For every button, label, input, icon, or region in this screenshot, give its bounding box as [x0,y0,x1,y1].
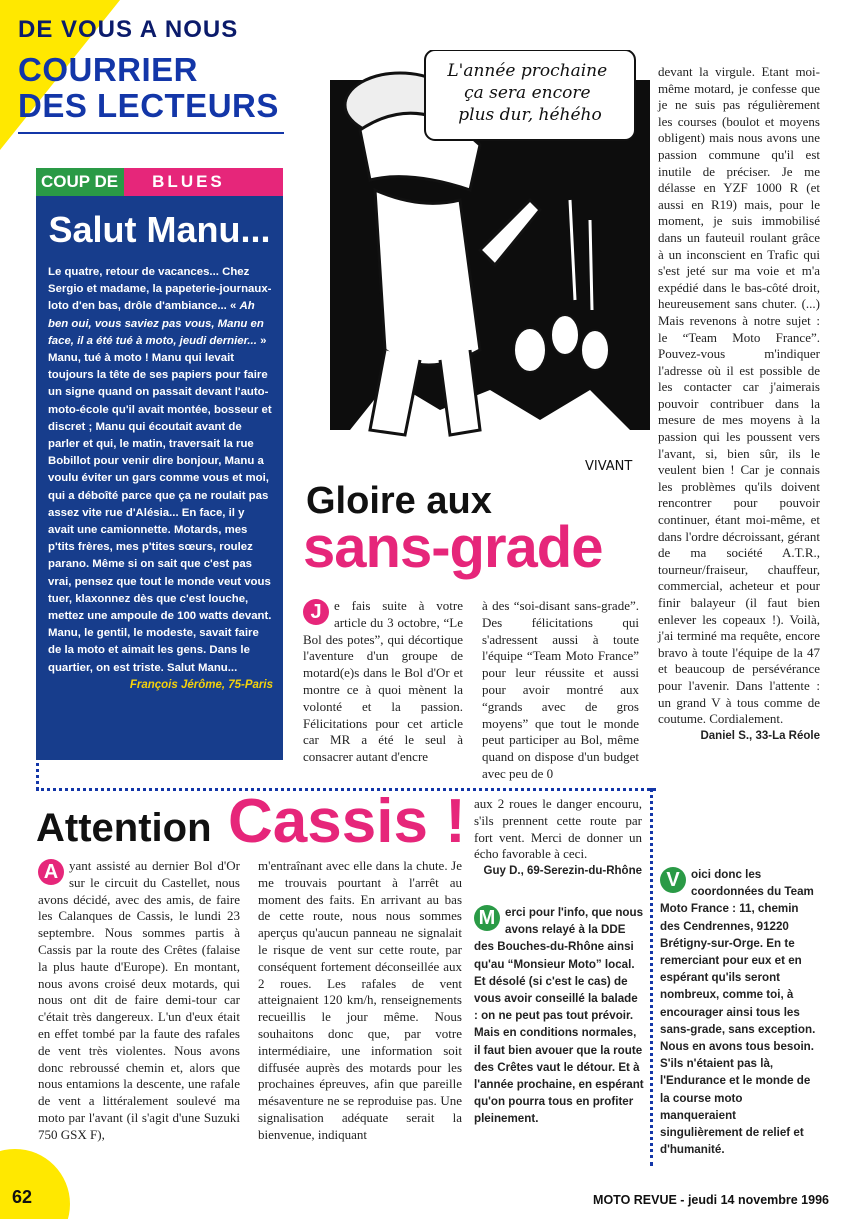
blues-body-italic: Ah ben oui, vous saviez pas vous, Manu en face, il a été tué à moto, jeudi dernier... [48,300,264,347]
cassis-title-line1: Attention [36,806,212,850]
cassis-col2-text: m'entraînant avec elle dans la chute. Je me trouvais pourtant à l'arrêt au moment des faits. En arrivant au bas de cette route, nous nous sommes aperçus qu'aucun panneau ne signalait le risque de vent sur cette route, par conséquent fortement déconseillée aux 2 roues. Les rafales de vent atteignaient 120 km/h, renseignements recueillis le jour même. Nous souhaitons donc que, par votre intermédiaire, une information soit diffusée auprès des motards pour les prochaines épreuves, afin que pareille mésaventure ne se reproduise pas. Une signalisation adéquate serait la bienvenue, indiquant [258,858,462,1142]
gloire-column-2 [482,598,639,783]
magazine-footer: MOTO REVUE - jeudi 14 novembre 1996 [593,1193,829,1207]
page-number: 62 [12,1187,33,1207]
cassis-dropcap: A [38,859,64,885]
cartoon-signature: VIVANT [585,459,633,474]
blues-body [36,250,283,677]
section-kicker: DE VOUS A NOUS [18,16,239,43]
blues-title: Salut Manu... [48,209,271,250]
cassis-column-3 [474,796,642,880]
blues-body-2: » Manu, tué à moto ! Manu qui levait toujours la tête de ses papiers pour faire un signe quand on passait devant l'auto-moto-école qu'il avait montée, bosseur et discret ; Manu qui écoutait avant de parler et qui, le matin, traversait la rue Bobillot pour venir dire bonjour, Manu a voulu éviter un gars comme vous et moi, qui a déboîté parce que ça ne roulait pas assez vite rue d'Alésia... En face, il y avait une camionnette. Motards, mes p'tits frères, mes p'tites sœurs, roulez parano. Même si on sait que c'est pas vrai, pensez que tout le monde veut vous tuer, klaxonnez dès que c'est louche, mettez une ampoule de 100 watts devant. Manu, le gentil, le modeste, savait faire de la moto et aimait les gens. Dans le quartier, on est triste. Salut Manu... [48,334,272,674]
cartoon-bubble-text: L'année prochaine ça sera encore plus dur, héhého [447,61,608,125]
reply-cassis [474,904,644,1128]
gloire-col3-text: devant la virgule. Etant moi-même motard, je confesse que je ne suis pas régulièrement les courses (boulot et moyens obligent) mais nous avons une passion commune qu'il est inutile de préciser. Je me délasse en YZF 1000 R (et aussi en R19) mais, pour le moment, je suis immobilisé dans un fauteuil roulant grâce à un inconscient en Trafic qui s'est jeté sur ma voie et m'a expédié dans le bas-côté droit, heureusement sans chuter. (...) Mais revenons à notre sujet : le “Team Moto France”. Pouvez-vous m'indiquer l'adresse où il est possible de les contacter car j'aimerais pouvoir contribuer dans la mesure de mes moyens à la passion qui les poussent vers l'avant, si, bien sûr, ils le veulent bien ! Car je connais les problèmes qu'ils doivent rencontrer pour pouvoir continuer, étant moi-même, et dans l'ordre décroissant, gérant de ma société A.T.R., tourneur/fraiseur, chauffeur, commercial, acheteur et pour finir balayeur (il faut bien enlever les copeaux !). Voilà, j'ai terminé ma requête, encore bravo à toute l'équipe de la 47 et beaucoup de persévérance pour l'avenir. Dans l'attente : un grand V à tous comme de coutume. Cordialement. [658,64,820,727]
yellow-page-corner [0,1149,70,1219]
gloire-col2-text: à des “soi-disant sans-grade”. Des félicitations qui s'adressent aussi à toute l'équipe “Team Moto France” pour leur réussite et aussi pour avoir montré aux “grands avec de gros moyens” que tout le monde peut participer au Bol, même quand on dispose d'un budget avec peu de 0 [482,598,639,781]
blues-tag-right: BLUES [124,168,283,196]
gloire-signature: Daniel S., 33-La Réole [700,729,820,742]
blues-tag [36,168,283,196]
reply-cassis-text: erci pour l'info, que nous avons relayé à la DDE des Bouches-du-Rhône ainsi qu'au “Monsieur Moto” local. Et désolé (si c'est le cas) de vous avoir conseillé la balade : on ne peut pas tout prévoir. Mais en conditions normales, il faut bien avouer que la route des Crêtes vaut le détour. Et à l'année prochaine, en espérant qu'on pourra tous en profiter pleinement. [474,906,644,1126]
reply-cassis-dropcap: M [474,905,500,931]
cassis-signature: Guy D., 69-Serezin-du-Rhône [483,865,642,878]
gloire-column-1 [303,598,463,766]
reply-gloire [660,866,820,1158]
dotted-divider-vertical [650,788,653,1166]
gloire-col1-text: e fais suite à votre article du 3 octobre, “Le Bol des potes”, qui décortique l'aventure d'un groupe de motard(e)s dans le Bol d'Or et montre ce à quoi mènent la volonté et la passion. Félicitations pour cet article car MR a été le seul à consacrer autant d'encre [303,598,463,765]
gloire-title-line2: sans-grade [303,515,603,580]
section-title-line2: DES LECTEURS [18,87,279,124]
cassis-column-1 [38,858,240,1144]
cassis-col3-text: aux 2 roues le danger encouru, s'ils prennent cette route par fort vent. Merci de donner un écho favorable à ceci. [474,796,642,862]
gloire-title-line1: Gloire aux [306,480,492,522]
header-rule [18,132,284,134]
section-title-line1: COURRIER [18,51,199,88]
cassis-column-2 [258,858,462,1144]
blues-body-1: Le quatre, retour de vacances... Chez Sergio et madame, la papeterie-journaux-loto d'en bas, drôle d'ambiance... « [48,266,272,313]
blues-box [36,168,283,760]
cartoon-illustration [330,50,650,480]
gloire-dropcap: J [303,599,329,625]
blues-tag-left: COUP DE [36,168,124,196]
reply-gloire-dropcap: V [660,867,686,893]
section-title [18,52,279,124]
reply-gloire-text: oici donc les coordonnées du Team Moto France : 11, chemin des Cendrennes, 91220 Brétigny-sur-Orge. En te remerciant pour eux et en espérant qu'ils seront nombreux, comme toi, à encourager ainsi tous les sans-grade, sans exception. Nous en avons tous besoin. S'ils n'étaient pas là, l'Endurance et le monde de la course moto manqueraient singulièrement de relief et d'humanité. [660,868,816,1157]
cassis-title-line2: Cassis ! [228,787,466,856]
gloire-column-3 [658,64,820,744]
cassis-col1-text: yant assisté au dernier Bol d'Or sur le circuit du Castellet, nous avons décidé, avec des amis, de faire les Calanques de Cassis, le lundi 23 septembre. Nous sommes partis à Cassis par la route des Crêtes (falaise la plus haute d'Europe). En montant, nous avons croisé deux motards, qui nous ont dit de faire demi-tour car c'était très dangereux. L'un d'eux était en effet tombé par la faute des rafales de vent très violentes. Nous avons donc rebroussé chemin et, alors que nous entamions la descente, une rafale de vent a littéralement soulevé ma moto par l'avant (il s'agit d'une Suzuki 750 GSX F), [38,858,240,1142]
blues-signature: François Jérôme, 75-Paris [129,678,273,691]
